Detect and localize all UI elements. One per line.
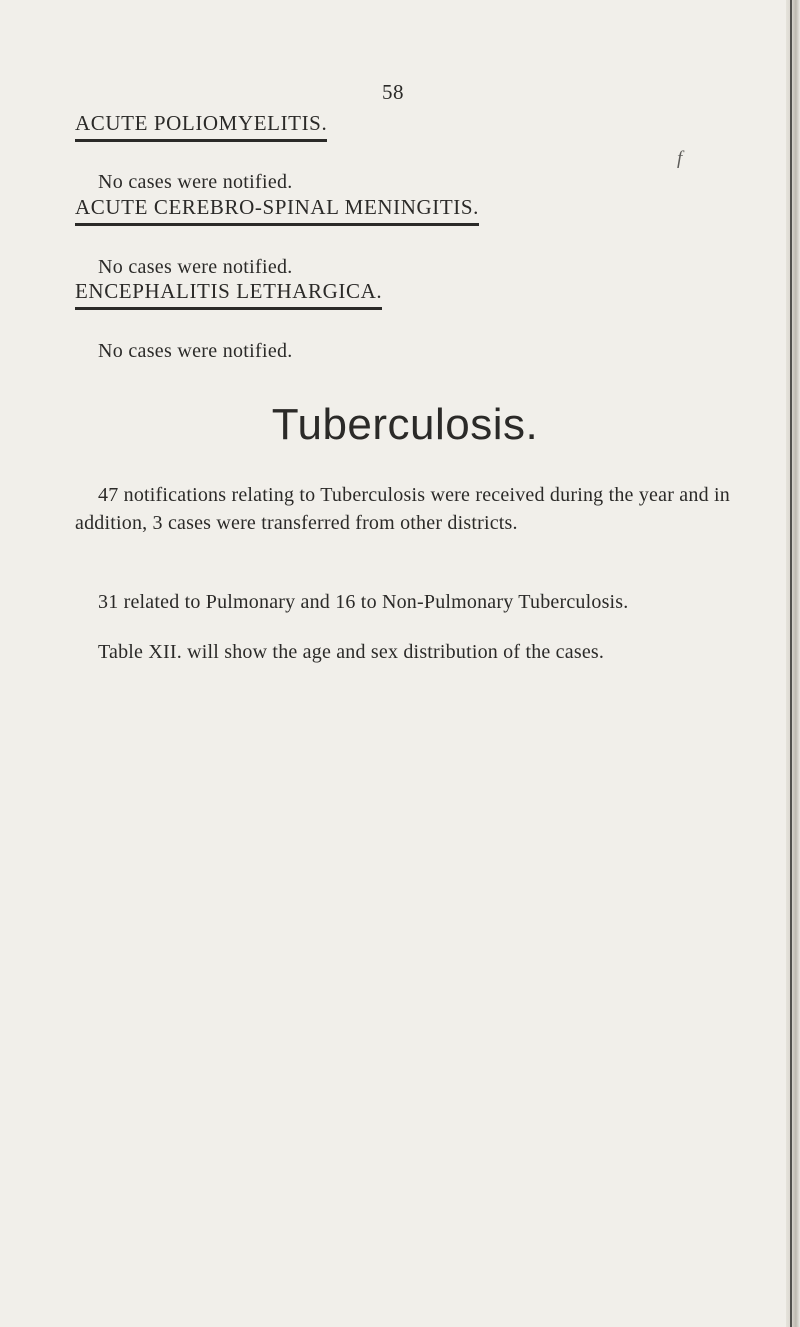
margin-mark: f xyxy=(677,148,683,169)
heading-underline xyxy=(75,223,479,226)
notice-meningitis: No cases were notified. xyxy=(98,256,293,278)
tuberculosis-paragraph-breakdown: 31 related to Pulmonary and 16 to Non-Pulmonary Tuberculosis. xyxy=(98,591,629,613)
heading-text: ENCEPHALITIS LETHARGICA. xyxy=(75,279,383,303)
notice-encephalitis: No cases were notified. xyxy=(98,340,293,362)
heading-encephalitis-lethargica xyxy=(75,281,382,310)
heading-underline xyxy=(75,139,327,142)
notice-poliomyelitis: No cases were notified. xyxy=(98,171,293,193)
heading-text: ACUTE POLIOMYELITIS. xyxy=(75,111,328,135)
page-binding-edge xyxy=(786,0,800,1327)
heading-acute-poliomyelitis xyxy=(75,113,327,142)
heading-text: ACUTE CEREBRO-SPINAL MENINGITIS. xyxy=(75,195,479,219)
heading-underline xyxy=(75,307,382,310)
heading-cerebro-spinal-meningitis xyxy=(75,197,479,226)
tuberculosis-paragraph-table-reference: Table XII. will show the age and sex distribution of the cases. xyxy=(98,641,605,663)
tuberculosis-title: Tuberculosis. xyxy=(271,400,539,449)
page-number: 58 xyxy=(382,80,404,104)
tuberculosis-paragraph-notifications: 47 notifications relating to Tuberculosis were received during the year and in addition, 3 cases were transferred from other districts. xyxy=(75,484,730,534)
